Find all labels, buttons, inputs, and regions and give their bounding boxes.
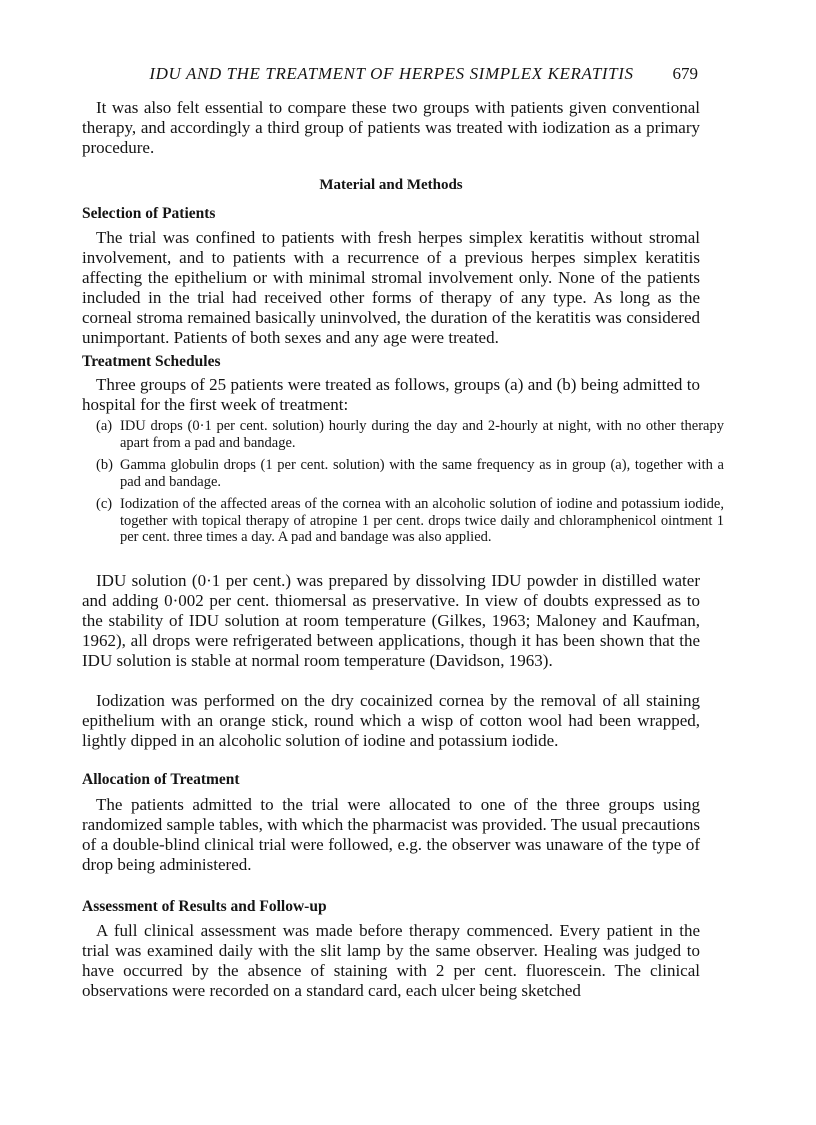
treatment-item-b xyxy=(96,457,724,490)
iodization-paragraph: Iodization was performed on the dry cocainized cornea by the removal of all staining epithelium with an orange stick, round which a wisp of cotton wool had been wrapped, lightly dipped in an alcoholic solution of iodine and potassium iodide. xyxy=(82,691,700,750)
treatment-intro: Three groups of 25 patients were treated as follows, groups (a) and (b) being admitted to hospital for the first week of treatment: xyxy=(82,375,700,414)
assessment-heading: Assessment of Results and Follow-up xyxy=(82,898,327,915)
item-text: IDU drops (0·1 per cent. solution) hourly during the day and 2-hourly at night, with no other therapy apart from a pad and bandage. xyxy=(120,418,724,451)
treatment-item-a xyxy=(96,418,724,451)
treatment-heading: Treatment Schedules xyxy=(82,353,221,370)
running-header xyxy=(85,64,698,84)
item-text: Gamma globulin drops (1 per cent. solution) with the same frequency as in group (a), together with a pad and bandage. xyxy=(120,457,724,490)
intro-paragraph: It was also felt essential to compare these two groups with patients given conventional therapy, and accordingly a third group of patients was treated with iodization as a primary procedure. xyxy=(82,98,700,157)
selection-paragraph: The trial was confined to patients with fresh herpes simplex keratitis without stromal involvement, and to patients with a recurrence of a previous herpes simplex keratitis affecting the epithelium or with minimal stromal involvement only. None of the patients included in the trial had received other forms of therapy of any type. As long as the corneal stroma remained basically uninvolved, the duration of the keratitis was considered unimportant. Patients of both sexes and any age were treated. xyxy=(82,228,700,347)
running-title: IDU AND THE TREATMENT OF HERPES SIMPLEX KERATITIS xyxy=(149,64,634,83)
allocation-heading: Allocation of Treatment xyxy=(82,771,240,788)
idu-solution-paragraph: IDU solution (0·1 per cent.) was prepared by dissolving IDU powder in distilled water and adding 0·002 per cent. thiomersal as preservative. In view of doubts expressed as to the stability of IDU solution at room temperature (Gilkes, 1963; Maloney and Kaufman, 1962), all drops were refrigerated between applications, though it has been shown that the IDU solution is stable at normal room temperature (Davidson, 1963). xyxy=(82,571,700,670)
item-label: (c) xyxy=(96,496,113,512)
allocation-paragraph: The patients admitted to the trial were allocated to one of the three groups using randomized sample tables, with which the pharmacist was provided. The usual precautions of a double-blind clinical trial were followed, e.g. the observer was unaware of the type of drop being administered. xyxy=(82,795,700,874)
assessment-paragraph: A full clinical assessment was made before therapy commenced. Every patient in the trial was examined daily with the slit lamp by the same observer. Healing was judged to have occurred by the absence of staining with 2 per cent. fluorescein. The clinical observations were recorded on a standard card, each ulcer being sketched xyxy=(82,921,700,1000)
page-number: 679 xyxy=(672,64,698,83)
item-label: (b) xyxy=(96,457,113,473)
item-text: Iodization of the affected areas of the cornea with an alcoholic solution of iodine and potassium iodide, together with topical therapy of atropine 1 per cent. drops twice daily and chloramphenicol ointment 1 per cent. three times a day. A pad and bandage was also applied. xyxy=(120,496,724,545)
section-title: Material and Methods xyxy=(319,177,463,193)
treatment-item-c xyxy=(96,496,724,546)
item-label: (a) xyxy=(96,418,113,434)
selection-heading: Selection of Patients xyxy=(82,205,216,222)
